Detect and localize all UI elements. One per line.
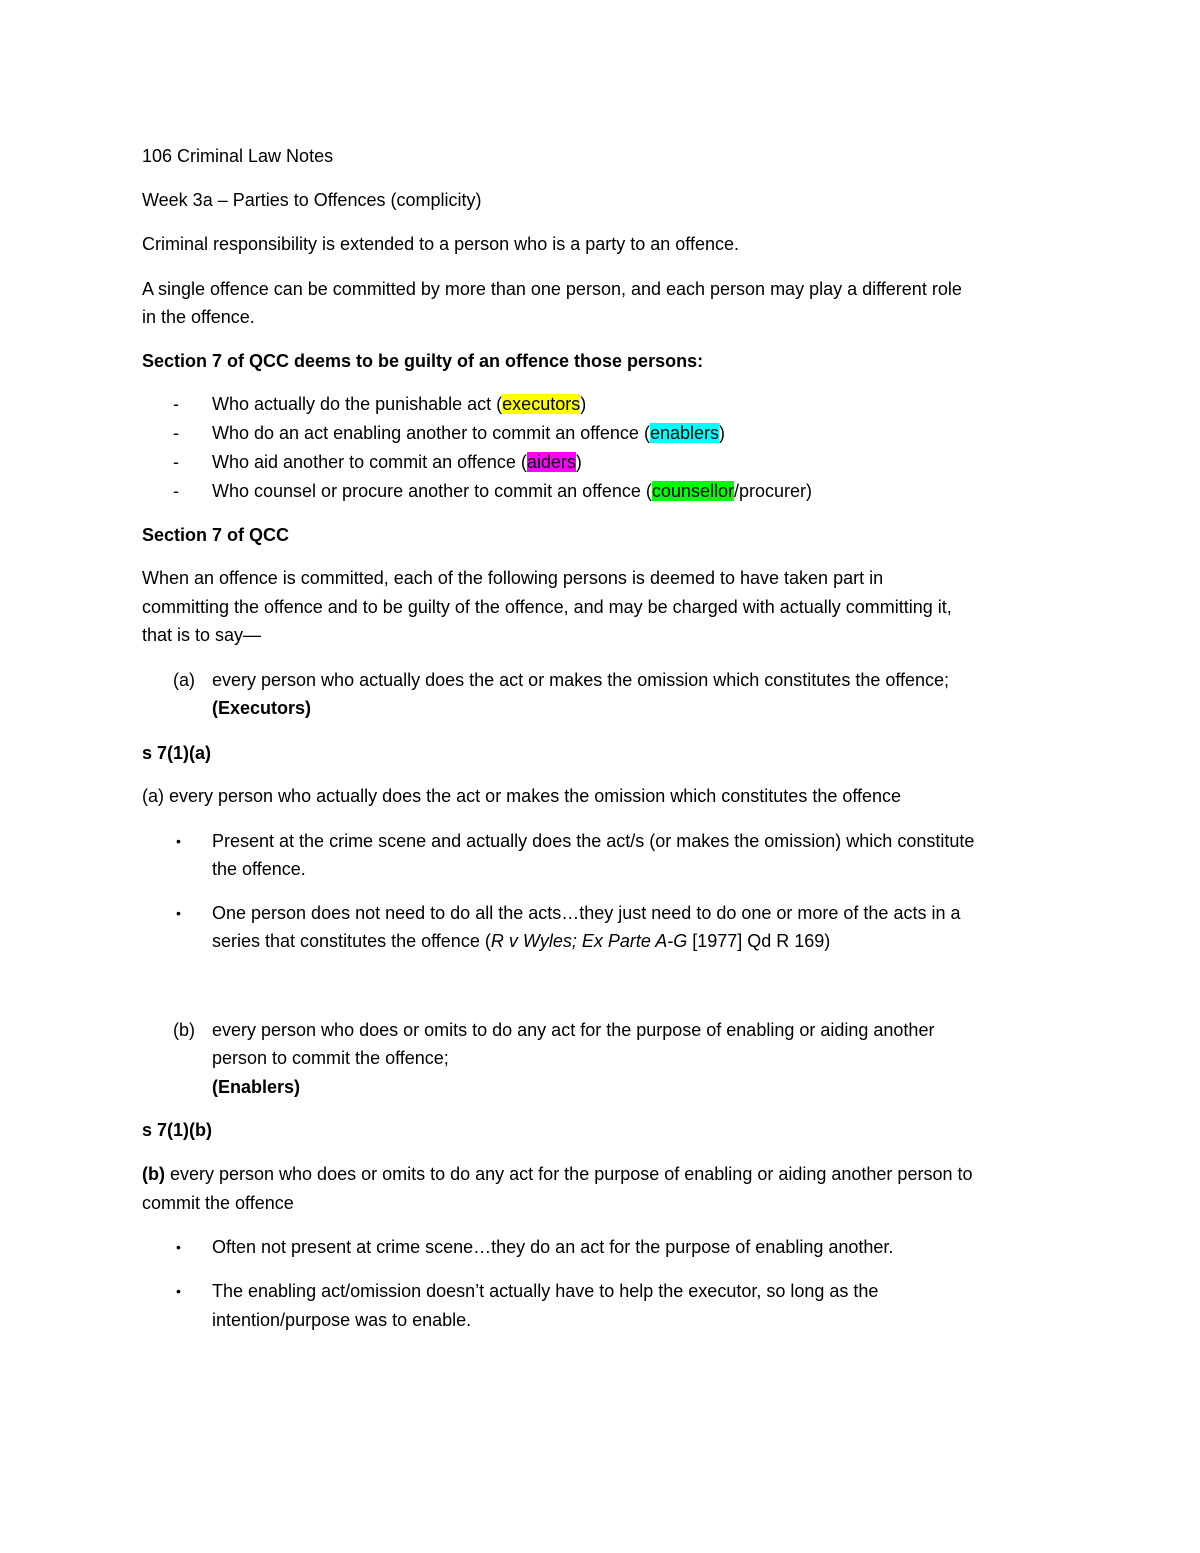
list-item-enablers: Who do an act enabling another to commit an offence (enablers)	[212, 423, 725, 443]
bullet: •	[176, 1239, 181, 1255]
s71b-heading: s 7(1)(b)	[142, 1120, 213, 1140]
a-bullet1-line2: the offence.	[212, 859, 306, 879]
b-bullet2-line1: The enabling act/omission doesn’t actually have to help the executor, so long as the	[212, 1281, 879, 1301]
clause-b-text-line2: person to commit the offence;	[212, 1048, 449, 1068]
section7-text-line1: When an offence is committed, each of the following persons is deemed to have taken part in	[142, 568, 884, 588]
bullet: •	[176, 833, 181, 849]
highlight-counsellor: counsellor	[651, 481, 734, 501]
list-dash: -	[173, 452, 179, 472]
list-item-executors: Who actually do the punishable act (executors)	[212, 394, 587, 414]
list-item-counsellor: Who counsel or procure another to commit an offence (counsellor/procurer)	[212, 481, 812, 501]
b-bullet2-line2: intention/purpose was to enable.	[212, 1310, 472, 1330]
highlight-enablers: enablers	[649, 423, 719, 443]
week-heading: Week 3a – Parties to Offences (complicity)	[142, 190, 482, 210]
s71b-text-line1: (b) every person who does or omits to do any act for the purpose of enabling or aiding another person to	[142, 1164, 973, 1184]
doc-title: 106 Criminal Law Notes	[142, 146, 334, 166]
clause-b-tag: (Enablers)	[212, 1077, 301, 1097]
clause-a-text: every person who actually does the act or makes the omission which constitutes the offence;	[212, 670, 950, 690]
a-bullet1-line1: Present at the crime scene and actually does the act/s (or makes the omission) which constitute	[212, 831, 975, 851]
highlight-executors: executors	[502, 394, 581, 414]
clause-b-text-line1: every person who does or omits to do any act for the purpose of enabling or aiding another	[212, 1020, 935, 1040]
case-citation: R v Wyles; Ex Parte A-G	[490, 931, 688, 951]
section7-heading-2: Section 7 of QCC	[142, 525, 290, 545]
s71a-text: (a) every person who actually does the act or makes the omission which constitutes the offence	[142, 786, 902, 806]
s71a-heading: s 7(1)(a)	[142, 743, 212, 763]
paragraph-single-offence-line2: in the offence.	[142, 307, 255, 327]
list-dash: -	[173, 481, 179, 501]
clause-a-tag: (Executors)	[212, 698, 312, 718]
a-bullet2-line1: One person does not need to do all the acts…they just need to do one or more of the acts in a	[212, 903, 961, 923]
paragraph-responsibility: Criminal responsibility is extended to a person who is a party to an offence.	[142, 234, 739, 254]
b-bullet1: Often not present at crime scene…they do an act for the purpose of enabling another.	[212, 1237, 894, 1257]
paragraph-single-offence-line1: A single offence can be committed by more than one person, and each person may play a different role	[142, 279, 962, 299]
clause-a-label: (a)	[173, 670, 195, 690]
section7-text-line3: that is to say—	[142, 625, 262, 645]
section7-heading: Section 7 of QCC deems to be guilty of an offence those persons:	[142, 351, 704, 371]
list-item-aiders: Who aid another to commit an offence (aiders)	[212, 452, 582, 472]
list-dash: -	[173, 394, 179, 414]
bullet: •	[176, 905, 181, 921]
a-bullet2-line2: series that constitutes the offence (R v Wyles; Ex Parte A-G [1977] Qd R 169)	[212, 931, 831, 951]
list-dash: -	[173, 423, 179, 443]
section7-text-line2: committing the offence and to be guilty of the offence, and may be charged with actually committing it,	[142, 597, 952, 617]
bullet: •	[176, 1283, 181, 1299]
highlight-aiders: aiders	[526, 452, 576, 472]
s71b-text-line2: commit the offence	[142, 1193, 294, 1213]
clause-b-label: (b)	[173, 1020, 195, 1040]
